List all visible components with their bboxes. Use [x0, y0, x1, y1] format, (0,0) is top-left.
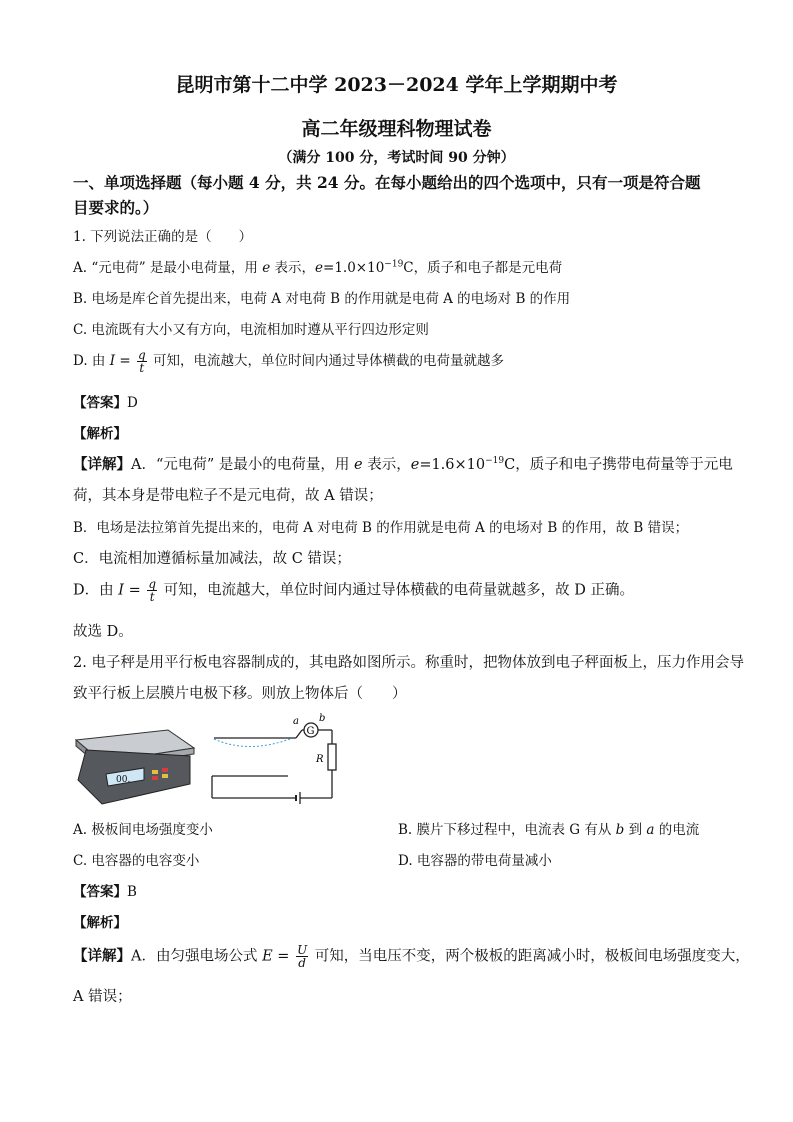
q1-conclusion: 故选 D。	[73, 624, 133, 640]
resistor-icon	[328, 744, 336, 770]
fraction-u-over-d: $\frac{U}{d}$	[297, 943, 308, 970]
q2-option-b: B. 膜片下移过程中，电流表 G 有从 b 到 a 的电流	[398, 822, 700, 838]
exam-title: 昆明市第十二中学 2023－2024 学年上学期期中考	[175, 74, 618, 96]
q2-analysis-label: 【解析】	[73, 915, 127, 931]
q1-option-d: D. 由 I = $\frac{q}{t}$ 可知，电流越大，单位时间内通过导体横截的电荷量就越多	[73, 348, 504, 375]
scale-display-text: 00.	[116, 775, 131, 785]
q2-option-d: D. 电容器的带电荷量减小	[398, 853, 552, 869]
q2-detail-a-line2: A 错误；	[73, 989, 132, 1005]
q2-option-a: A. 极板间电场强度变小	[73, 822, 213, 838]
svg-text:R: R	[316, 754, 324, 765]
section-heading-line2: 目要求的。）	[73, 198, 159, 217]
exam-note: （满分 100 分，考试时间 90 分钟）	[278, 150, 515, 166]
svg-text:G: G	[306, 726, 315, 737]
q1-detail-d: D．由 I = $\frac{q}{t}$ 可知，电流越大，单位时间内通过导体横截的电荷量就越多，故 D 正确。	[73, 577, 634, 604]
circuit-diagram	[208, 710, 353, 806]
q2-stem-line1: 2. 电子秤是用平行板电容器制成的，其电路如图所示。称重时，把物体放到电子秤面板上，压力作用会导	[73, 655, 744, 671]
q2-option-c: C. 电容器的电容变小	[73, 853, 200, 869]
q1-option-c: C. 电流既有大小又有方向，电流相加时遵从平行四边形定则	[73, 322, 429, 338]
q1-detail-c: C．电流相加遵循标量加减法，故 C 错误；	[73, 551, 351, 567]
q1-analysis-label: 【解析】	[73, 426, 127, 442]
q1-stem: 1. 下列说法正确的是（ ）	[73, 229, 253, 245]
svg-text:b: b	[319, 713, 326, 724]
q1-option-a: A. “元电荷” 是最小电荷量，用 e 表示，$e=1.0\times 10^{-19}C$，质子和电子都是元电荷	[73, 259, 563, 276]
q1-detail-a-line2: 荷，其本身是带电粒子不是元电荷，故 A 错误；	[73, 488, 383, 504]
q2-stem-line2: 致平行板上层膜片电极下移。则放上物体后（ ）	[73, 686, 407, 702]
section-heading-line1: 一、单项选择题（每小题 4 分，共 24 分。在每小题给出的四个选项中，只有一项是符合题	[73, 173, 701, 192]
exam-subtitle: 高二年级理科物理试卷	[301, 118, 492, 140]
q2-answer: 【答案】B	[73, 884, 137, 900]
fraction-q-over-t-2: $\frac{q}{t}$	[148, 577, 157, 604]
electronic-scale-illustration	[72, 728, 196, 806]
svg-text:a: a	[293, 716, 299, 727]
membrane-electrode	[214, 739, 290, 747]
q1-option-b: B. 电场是库仑首先提出来，电荷 A 对电荷 B 的作用就是电荷 A 的电场对 B 的作用	[73, 291, 571, 307]
q1-detail-a-line1: 【详解】A．“元电荷” 是最小的电荷量，用 e 表示，$e=1.6\times 10^{-19}C$，质子和电子携带电荷量等于元电	[73, 456, 733, 473]
q1-answer: 【答案】D	[73, 395, 138, 411]
q1-detail-b: B．电场是法拉第首先提出来的，电荷 A 对电荷 B 的作用就是电荷 A 的电场对 B 的作用，故 B 错误；	[73, 520, 689, 536]
q2-detail-a-line1: 【详解】A．由匀强电场公式 E = $\frac{U}{d}$ 可知，当电压不变，两个极板的距离减小时，极板间电场强度变大，	[73, 943, 750, 970]
fraction-q-over-t: $\frac{q}{t}$	[137, 348, 146, 375]
